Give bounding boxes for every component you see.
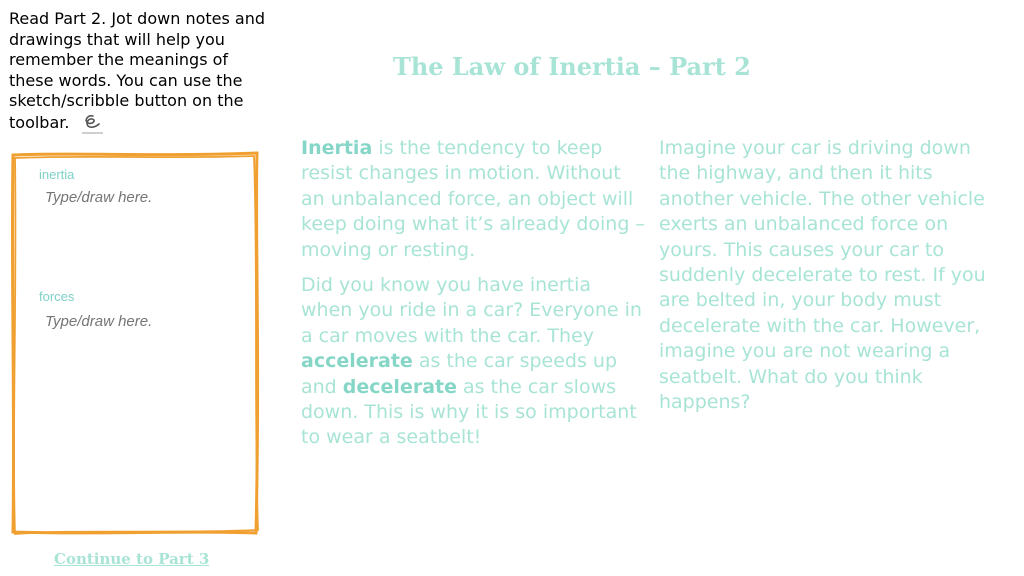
right-column [659, 136, 1004, 425]
car-inertia-text-2: as the car speeds up and [301, 350, 618, 398]
car-inertia-text-1: Did you know you have inertia when you ride in a car? Everyone in a car moves with the car. They [301, 274, 642, 347]
forces-notes-input[interactable] [43, 312, 247, 331]
notes-frame [9, 150, 261, 536]
term-accelerate: accelerate [301, 350, 413, 373]
scribble-icon[interactable] [79, 112, 105, 136]
continue-to-part-3-link[interactable]: Continue to Part 3 [54, 550, 210, 568]
note-label-forces: forces [39, 289, 75, 304]
term-inertia: Inertia [301, 137, 373, 159]
note-label-inertia: inertia [39, 167, 75, 182]
left-column [301, 136, 646, 461]
instructions-text: Read Part 2. Jot down notes and drawings that will help you remember the meanings of these words. You can use the sketch/scribble button on the toolbar. [9, 9, 266, 132]
instructions [9, 9, 271, 136]
notes-frame-border [9, 150, 261, 536]
car-inertia-text-3: as the car slows down. This is why it is so important to wear a seatbelt! [301, 375, 637, 449]
collision-paragraph: Imagine your car is driving down the highway, and then it hits another vehicle. The other vehicle exerts an unbalanced force on yours. This causes your car to suddenly decelerate to rest. If you are belted in, your body must decelerate with the car. However, imagine you are not wearing a seatbelt. What do you think happens? [659, 137, 986, 414]
inertia-paragraph-text: is the tendency to keep resist changes in motion. Without an unbalanced force, an object will keep doing what it’s already doing – moving or resting. [301, 137, 645, 261]
inertia-paragraph [301, 136, 646, 263]
inertia-notes-input[interactable] [43, 188, 247, 207]
term-decelerate: decelerate [342, 375, 457, 398]
page-title: The Law of Inertia – Part 2 [393, 52, 751, 81]
car-inertia-paragraph [301, 273, 646, 451]
